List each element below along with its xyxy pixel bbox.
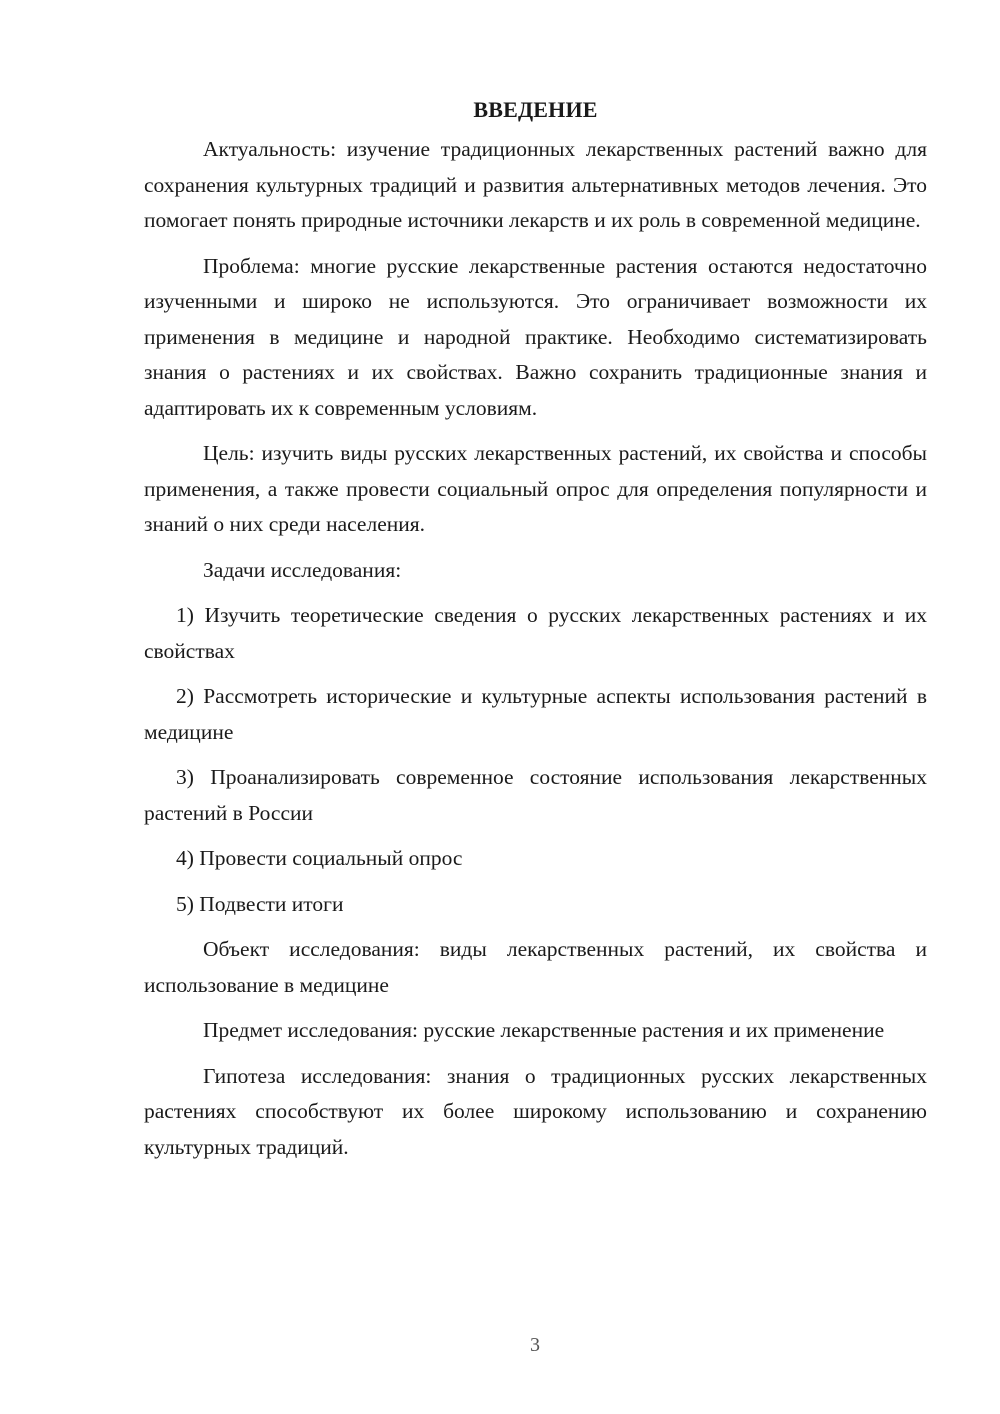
- relevance-paragraph: Актуальность: изучение традиционных лекарственных растений важно для сохранения культурных традиций и развития альтернативных методов лечения. Это помогает понять природные источники лекарств и их роль в современной медицине.: [144, 137, 927, 232]
- task-item-5: 5) Подвести итоги: [176, 891, 344, 916]
- section-heading: ВВЕДЕНИЕ: [473, 97, 598, 122]
- subject-paragraph: Предмет исследования: русские лекарственные растения и их применение: [203, 1018, 885, 1042]
- page-number: 3: [530, 1334, 540, 1356]
- object-paragraph: Объект исследования: виды лекарственных растений, их свойства и использование в медицине: [144, 937, 927, 997]
- task-item-4: 4) Провести социальный опрос: [176, 846, 463, 870]
- task-item-3: 3) Проанализировать современное состояние использования лекарственных растений в России: [144, 765, 927, 825]
- task-item-2: 2) Рассмотреть исторические и культурные аспекты использования растений в медицине: [144, 684, 927, 744]
- goal-paragraph: Цель: изучить виды русских лекарственных растений, их свойства и способы применения, а также провести социальный опрос для определения популярности и знаний о них среди населения.: [144, 441, 927, 536]
- tasks-title: Задачи исследования:: [203, 557, 402, 582]
- task-item-1: 1) Изучить теоретические сведения о русских лекарственных растениях и их свойствах: [144, 603, 927, 663]
- document-page: [144, 92, 927, 1175]
- hypothesis-paragraph: Гипотеза исследования: знания о традиционных русских лекарственных растениях способствуют их более широкому использованию и сохранению культурных традиций.: [144, 1063, 927, 1159]
- problem-paragraph: Проблема: многие русские лекарственные растения остаются недостаточно изученными и широко не используются. Это ограничивает возможности их применения в медицине и народной практике. Необходимо систематизировать знания о растениях и их свойствах. Важно сохранить традиционные знания и адаптировать их к современным условиям.: [144, 253, 927, 420]
